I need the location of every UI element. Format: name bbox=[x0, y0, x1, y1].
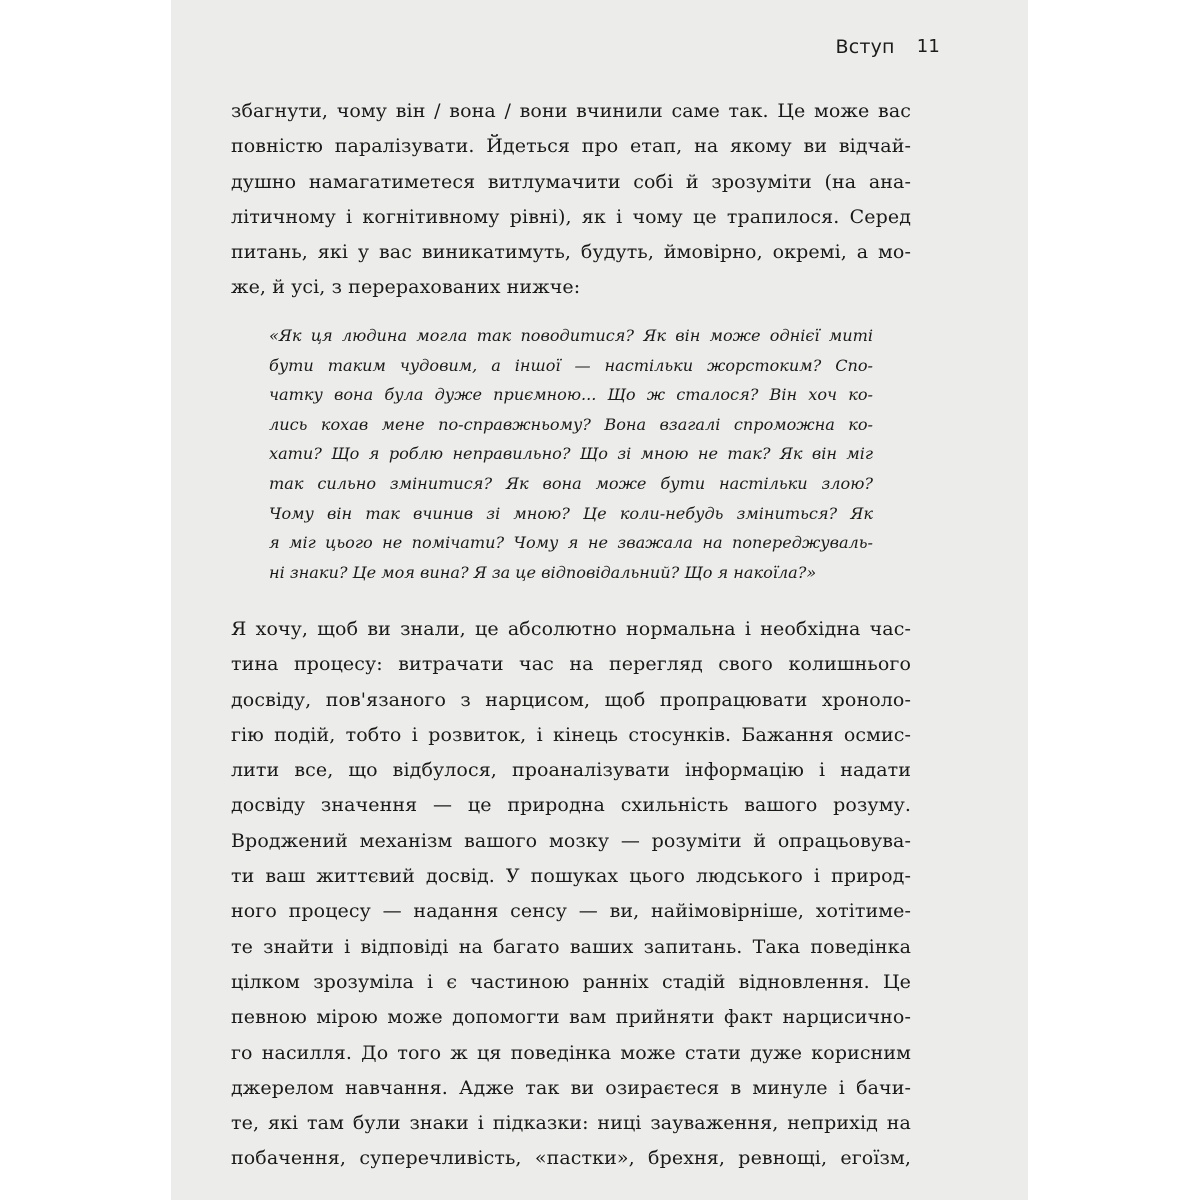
text-line: збагнути, чому він / вона / вони вчинили саме так. Це може вас bbox=[231, 100, 911, 122]
text-line: лити все, що відбулося, проаналізувати інформацію і надати bbox=[231, 759, 911, 782]
text-line: душно намагатиметеся витлумачити собі й зрозуміти (на ана- bbox=[231, 170, 911, 193]
quote-line: хати? Що я роблю неправильно? Що зі мною не так? Як він міг bbox=[269, 444, 873, 464]
text-line: джерелом навчання. Адже так ви озираєтеся в минуле і бачи- bbox=[231, 1076, 911, 1099]
quote-line: так сильно змінитися? Як вона може бути настільки злою? bbox=[269, 473, 873, 493]
text-line: ти ваш життєвий досвід. У пошуках цього людського і природ- bbox=[231, 865, 911, 888]
text-line: питань, які у вас виникатимуть, будуть, ймовірно, окремі, а мо- bbox=[231, 241, 911, 264]
quote-line: ні знаки? Це моя вина? Я за це відповідальний? Що я накоїла?» bbox=[269, 562, 817, 582]
book-page bbox=[171, 0, 1028, 1200]
text-line: Вроджений механізм вашого мозку — розуміти й опрацьовува- bbox=[231, 829, 911, 852]
section-title: Вступ bbox=[835, 36, 895, 58]
text-line: досвіду значення — це природна схильність вашого розуму. bbox=[231, 794, 911, 817]
text-line: ного процесу — надання сенсу — ви, найімовірніше, хотітиме- bbox=[231, 900, 911, 923]
text-line: побачення, суперечливість, «пастки», брехня, ревнощі, егоїзм, bbox=[231, 1147, 911, 1170]
text-line: цілком зрозуміла і є частиною ранніх стадій відновлення. Це bbox=[231, 970, 911, 993]
quote-line: «Як ця людина могла так поводитися? Як він може однієї миті bbox=[269, 326, 873, 345]
quote-line: чатку вона була дуже приємною... Що ж сталося? Він хоч ко- bbox=[269, 385, 873, 405]
quote-line: Чому він так вчинив зі мною? Це коли-небудь зміниться? Як bbox=[269, 503, 873, 523]
text-line: гію подій, тобто і розвиток, і кінець стосунків. Бажання осмис- bbox=[231, 723, 911, 746]
text-line: те знайти і відповіді на багато ваших запитань. Така поведінка bbox=[231, 935, 911, 958]
text-line: літичному і когнітивному рівні), як і чому це трапилося. Серед bbox=[231, 205, 911, 228]
text-line: повністю паралізувати. Йдеться про етап, на якому ви відчай- bbox=[231, 135, 911, 158]
text-line: го насилля. До того ж ця поведінка може стати дуже корисним bbox=[231, 1041, 911, 1064]
text-line: певною мірою може допомогти вам прийняти факт нарцисично- bbox=[231, 1006, 911, 1029]
intro-paragraph bbox=[231, 94, 911, 306]
text-line: Я хочу, щоб ви знали, це абсолютно нормальна і необхідна час- bbox=[231, 618, 911, 640]
quote-line: лись кохав мене по-справжньому? Вона взагалі спроможна ко- bbox=[269, 414, 873, 434]
text-line: те, які там були знаки і підказки: ниці зауваження, неприхід на bbox=[231, 1112, 911, 1135]
quote-line: бути таким чудовим, а іншої — настільки жорстоким? Спо- bbox=[269, 355, 873, 375]
text-line: тина процесу: витрачати час на перегляд свого колишнього bbox=[231, 653, 911, 676]
text-line: же, й усі, з перерахованих нижче: bbox=[231, 276, 581, 299]
page-number: 11 bbox=[916, 36, 940, 57]
main-paragraph bbox=[231, 612, 911, 1177]
text-line: досвіду, пов'язаного з нарцисом, щоб пропрацювати хроноло- bbox=[231, 688, 911, 711]
running-header bbox=[835, 36, 940, 58]
block-quote bbox=[269, 321, 873, 587]
quote-line: я міг цього не помічати? Чому я не зважала на попереджуваль- bbox=[269, 533, 873, 553]
